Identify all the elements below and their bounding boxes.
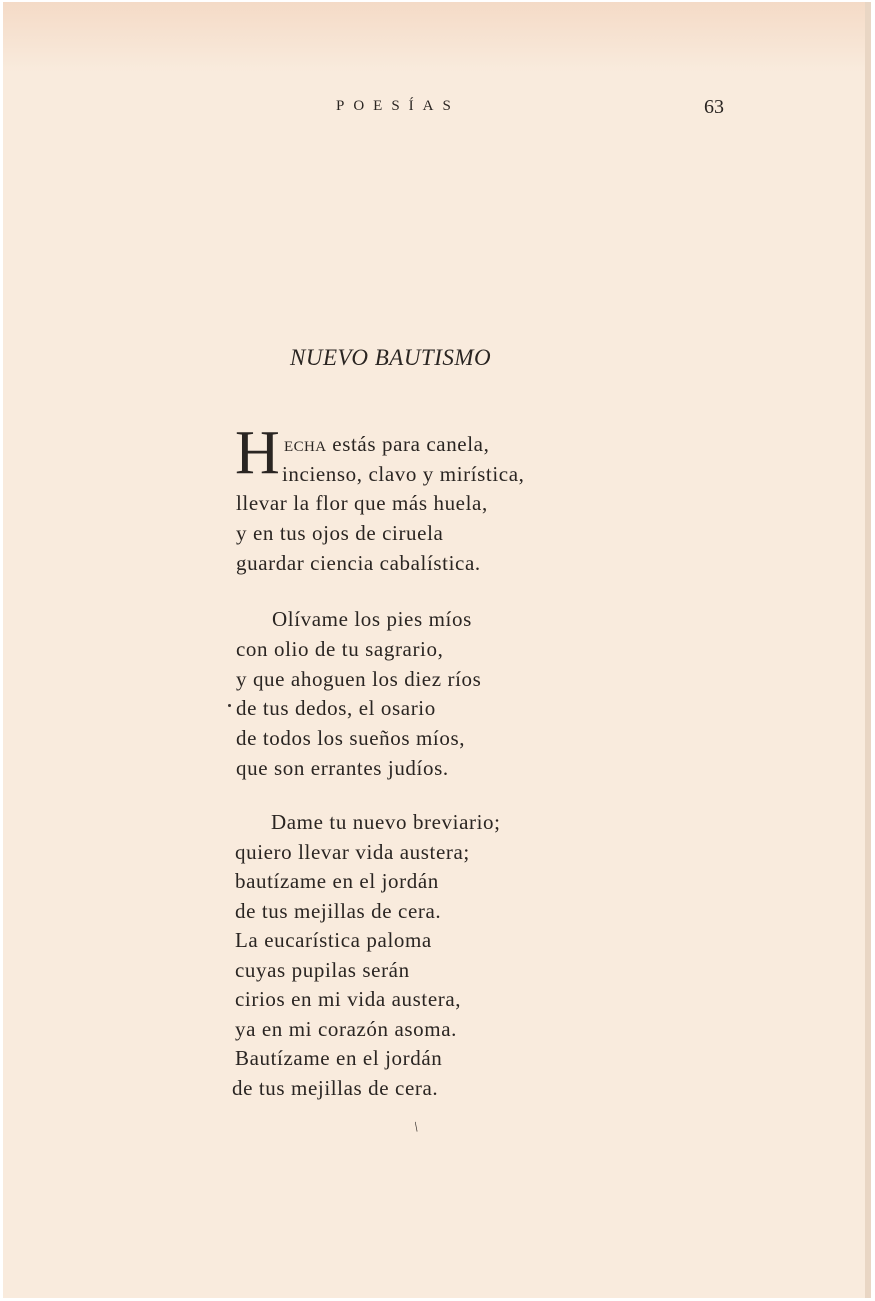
- poem-line: incienso, clavo y mirística,: [282, 462, 525, 486]
- poem-title: NUEVO BAUTISMO: [290, 345, 492, 370]
- poem-line: Dame tu nuevo breviario;: [271, 810, 501, 834]
- poem-line: [284, 432, 489, 457]
- poem-line: bautízame en el jordán: [235, 869, 439, 893]
- poem-line: ya en mi corazón asoma.: [235, 1017, 457, 1041]
- page-edge: [865, 2, 871, 1298]
- poem-line: quiero llevar vida austera;: [235, 840, 470, 864]
- poem-line: y en tus ojos de ciruela: [236, 521, 444, 545]
- poem-line: La eucarística paloma: [235, 928, 432, 952]
- running-title: POESÍAS: [336, 98, 460, 114]
- poem-line: de tus dedos, el osario: [236, 696, 436, 720]
- poem-line: cirios en mi vida austera,: [235, 987, 462, 1011]
- first-word-smallcaps: ECHA: [284, 439, 327, 455]
- poem-line: y que ahoguen los diez ríos: [236, 667, 482, 691]
- poem-line: de tus mejillas de cera.: [235, 899, 442, 923]
- poem-line: que son errantes judíos.: [236, 756, 449, 780]
- poem-line: llevar la flor que más huela,: [236, 491, 488, 515]
- ink-mark: /: [411, 1120, 423, 1136]
- poem-line: Olívame los pies míos: [272, 607, 472, 631]
- poem-line: de todos los sueños míos,: [236, 726, 466, 750]
- poem-line: cuyas pupilas serán: [235, 958, 410, 982]
- ink-speck: [228, 704, 231, 707]
- poem-line: de tus mejillas de cera.: [232, 1076, 439, 1100]
- line-text: estás para canela,: [332, 432, 490, 456]
- poem-line: Bautízame en el jordán: [235, 1046, 443, 1070]
- page-number: 63: [704, 96, 724, 118]
- book-page: [3, 2, 871, 1298]
- poem-line: guardar ciencia cabalística.: [236, 551, 481, 575]
- poem-line: con olio de tu sagrario,: [236, 637, 444, 661]
- drop-cap: H: [235, 419, 280, 487]
